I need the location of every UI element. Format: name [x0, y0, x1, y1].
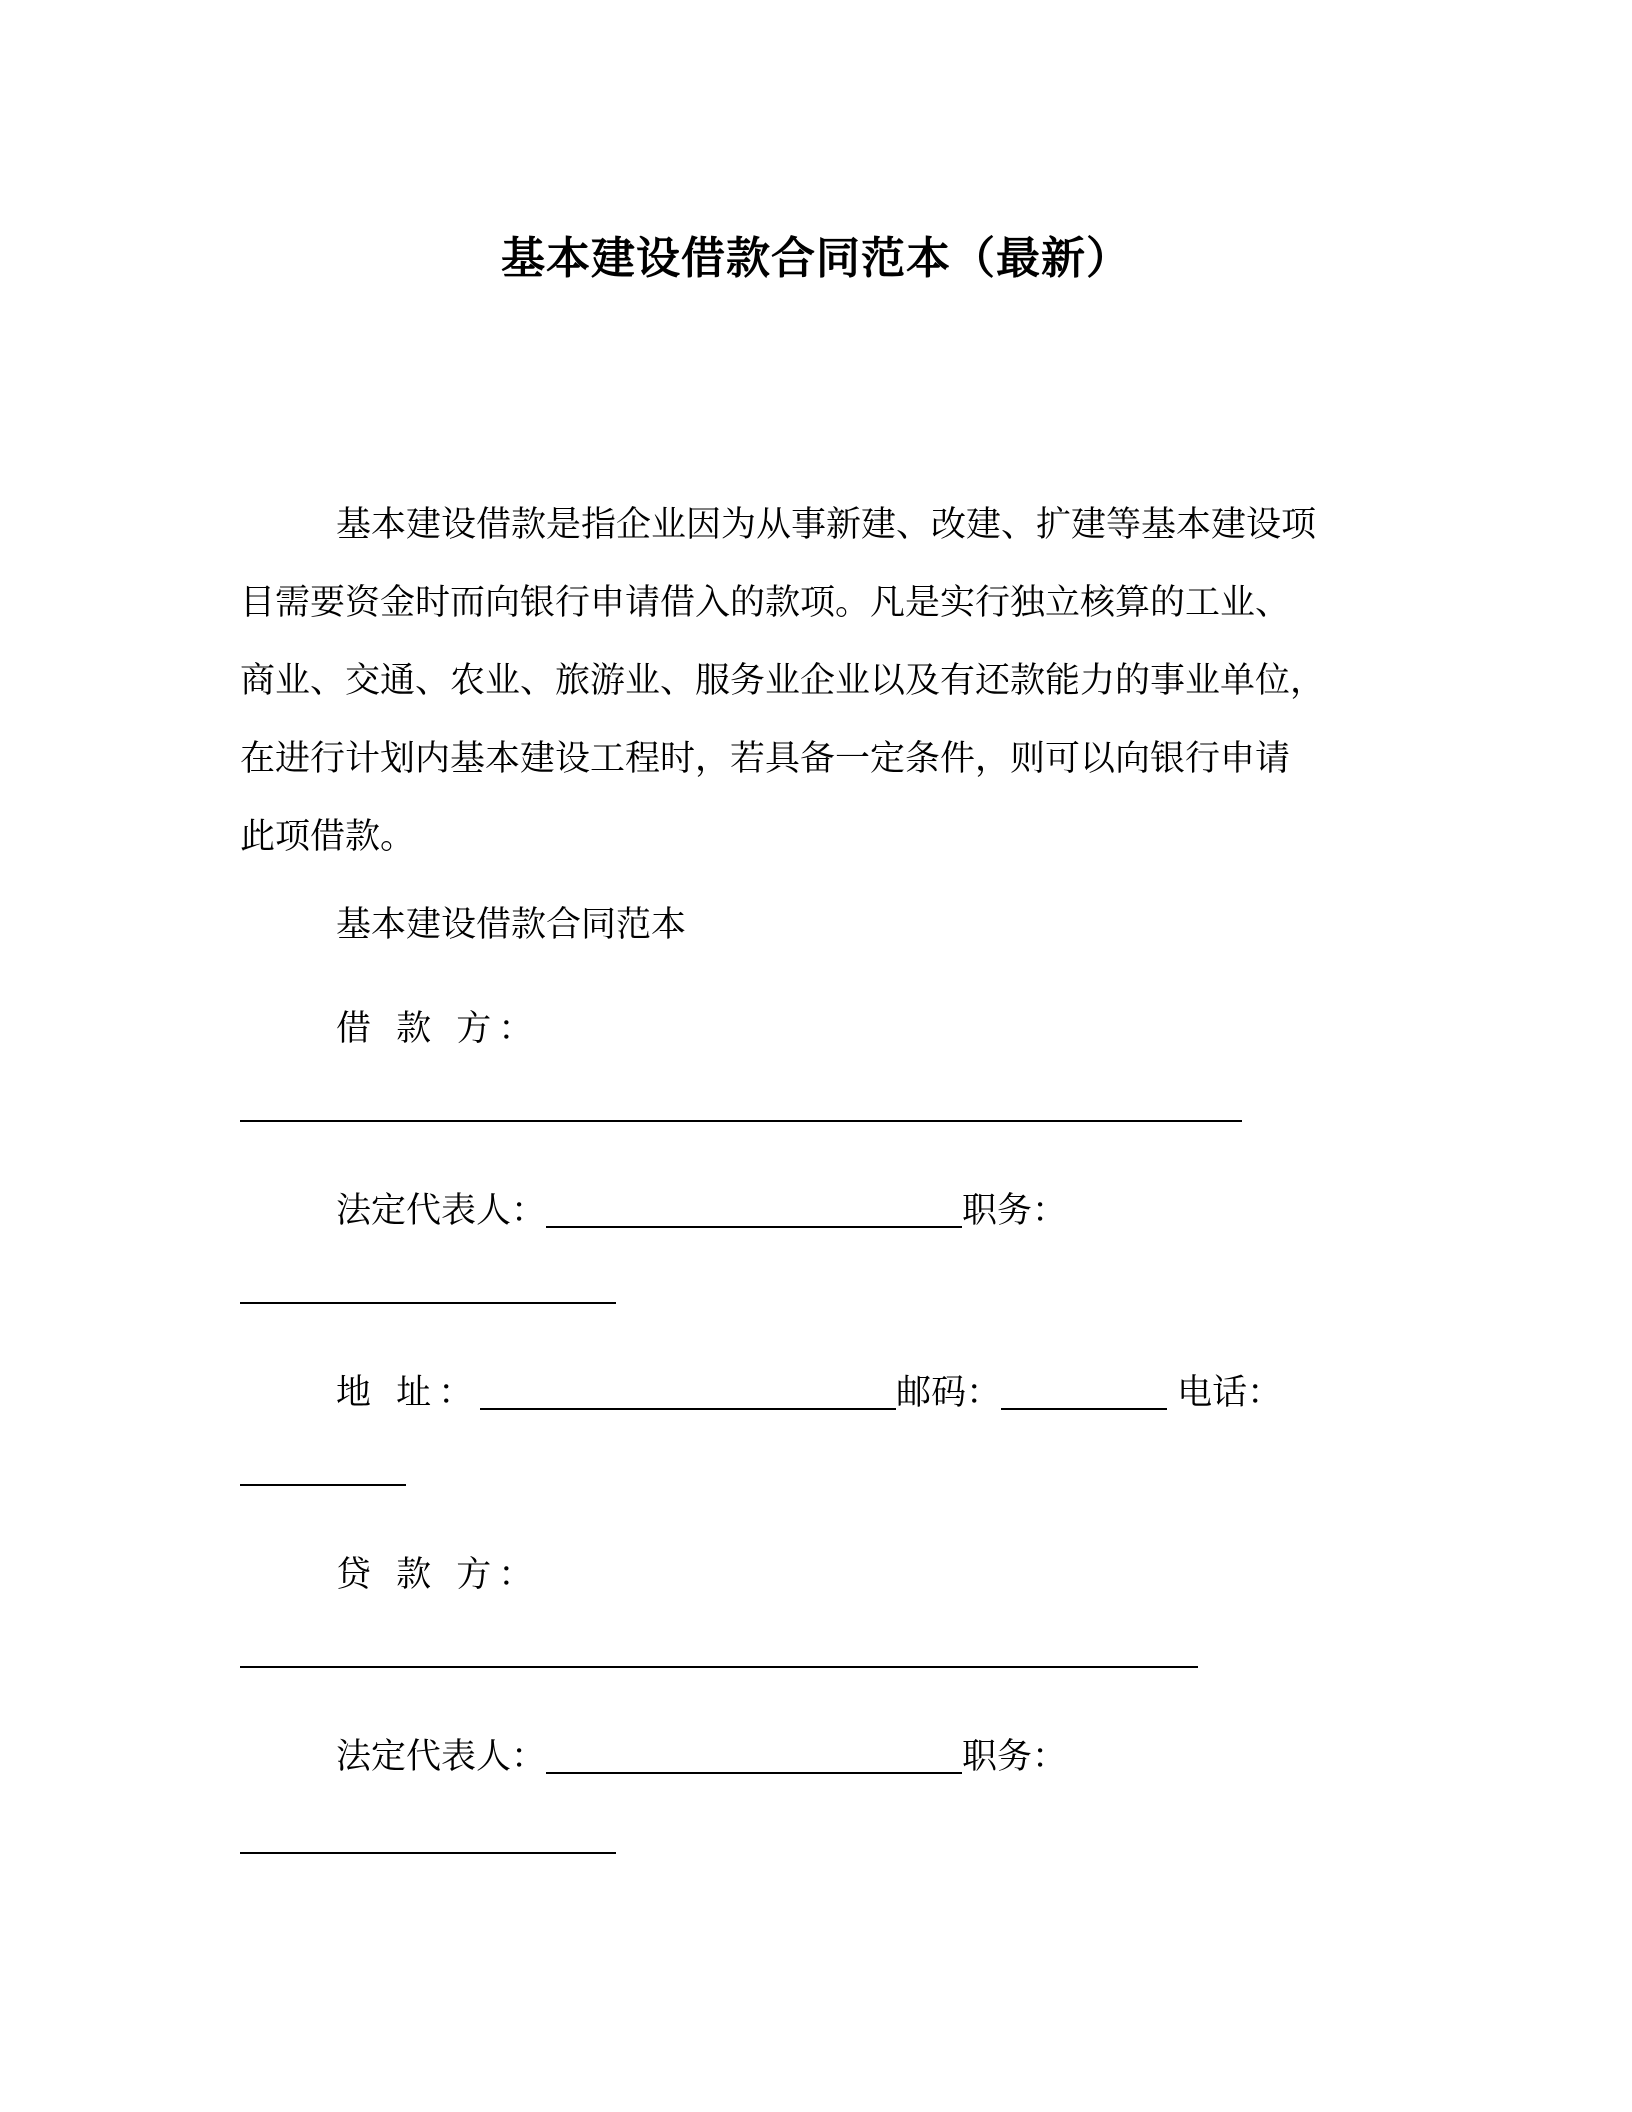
intro-line: 此项借款。 — [240, 817, 416, 857]
borrower-position-blank — [240, 1302, 616, 1304]
borrower-label: 借 款 方： — [336, 1009, 541, 1049]
lender-name-blank — [240, 1666, 1198, 1668]
lender-legal-rep-row — [336, 1732, 1067, 1782]
lender-position-blank — [240, 1852, 616, 1854]
lender-label: 贷 款 方： — [336, 1555, 541, 1595]
lender-position-label: 职务： — [962, 1737, 1068, 1777]
lender-legal-rep-label: 法定代表人： — [336, 1737, 547, 1777]
borrower-legal-rep-blank — [546, 1192, 962, 1228]
lender-legal-rep-blank — [546, 1738, 962, 1774]
section-heading: 基本建设借款合同范本 — [336, 905, 687, 945]
borrower-address-blank — [480, 1374, 896, 1410]
intro-paragraph — [240, 486, 1400, 876]
borrower-address-row — [336, 1368, 1282, 1418]
intro-line: 在进行计划内基本建设工程时，若具备一定条件，则可以向银行申请 — [240, 739, 1291, 779]
borrower-phone-label: 电话： — [1177, 1373, 1283, 1413]
borrower-position-label: 职务： — [962, 1191, 1068, 1231]
borrower-address-label: 地 址： — [336, 1373, 481, 1413]
borrower-postcode-blank — [1001, 1374, 1167, 1410]
intro-line: 基本建设借款是指企业因为从事新建、改建、扩建等基本建设项 — [336, 505, 1317, 545]
borrower-postcode-label: 邮码： — [896, 1373, 1002, 1413]
borrower-phone-blank — [240, 1484, 406, 1486]
borrower-legal-rep-label: 法定代表人： — [336, 1191, 547, 1231]
intro-line: 目需要资金时而向银行申请借入的款项。凡是实行独立核算的工业、 — [240, 583, 1291, 623]
borrower-legal-rep-row — [336, 1186, 1067, 1236]
borrower-name-blank — [240, 1120, 1242, 1122]
document-title: 基本建设借款合同范本（最新） — [501, 233, 1131, 284]
intro-line: 商业、交通、农业、旅游业、服务业企业以及有还款能力的事业单位， — [240, 661, 1326, 701]
